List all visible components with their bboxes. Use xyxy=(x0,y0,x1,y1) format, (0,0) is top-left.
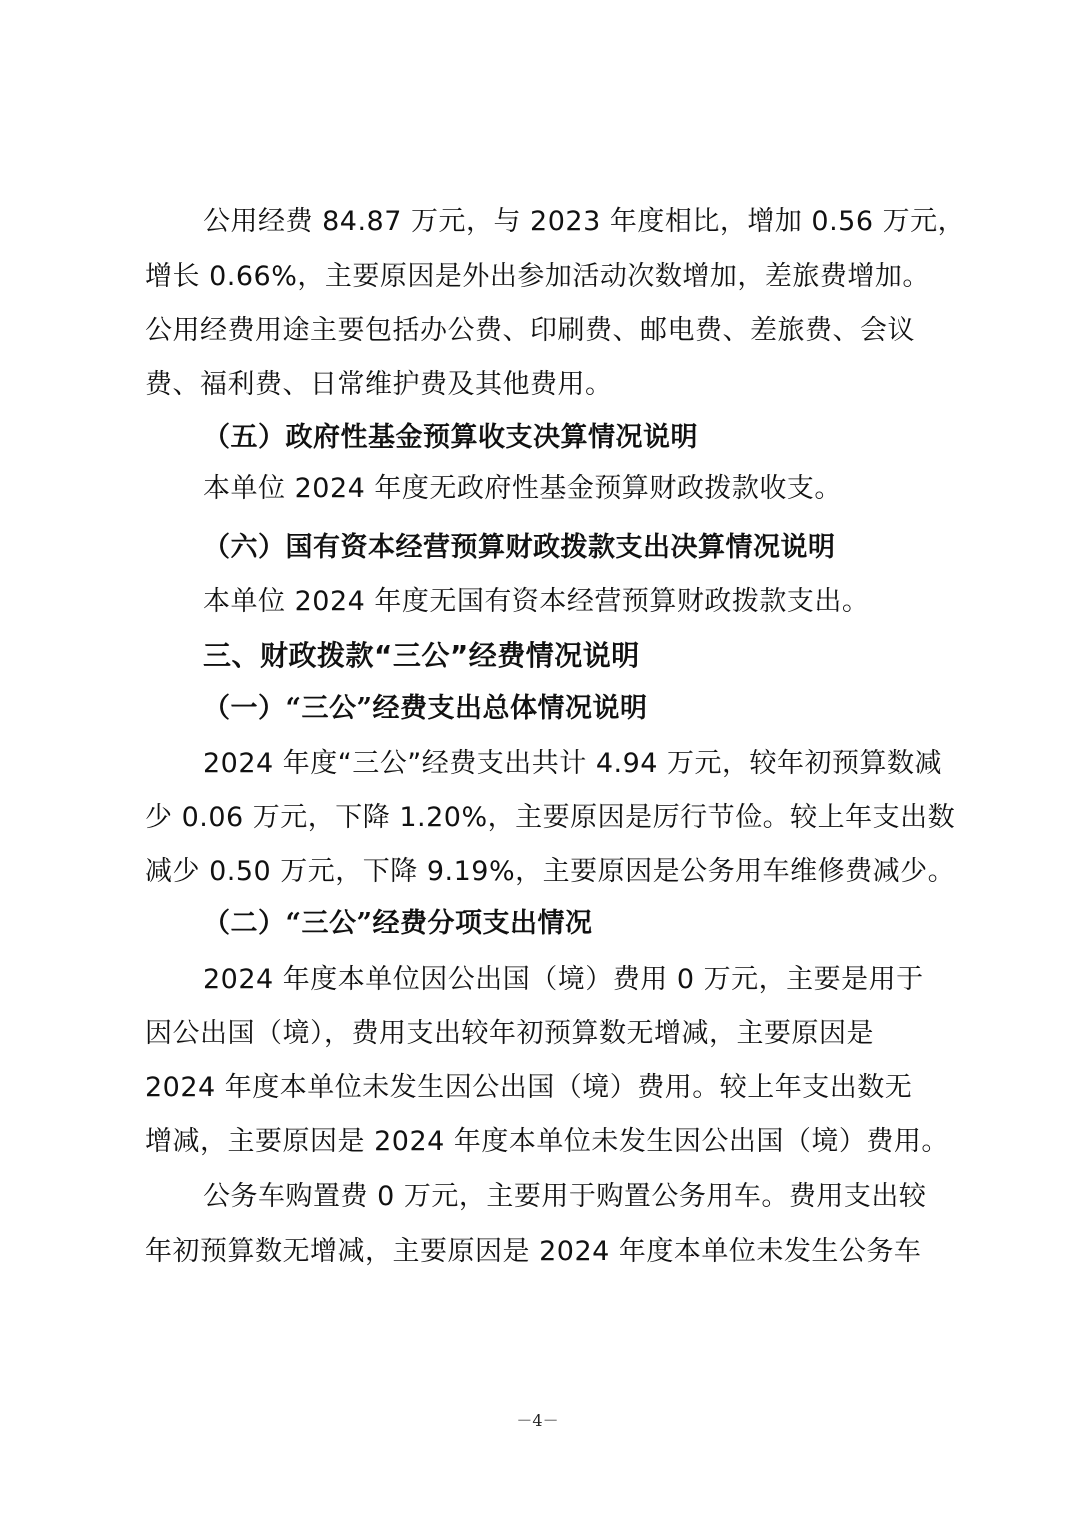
paragraph-line: 费、福利费、日常维护费及其他费用。 xyxy=(145,369,613,400)
paragraph-line: 减少 0.50 万元，下降 9.19%，主要原因是公务用车维修费减少。 xyxy=(145,856,956,887)
paragraph-line: 年初预算数无增减，主要原因是 2024 年度本单位未发生公务车 xyxy=(145,1236,922,1267)
subsection-heading: （二）“三公”经费分项支出情况 xyxy=(203,908,593,939)
paragraph-line: 增长 0.66%，主要原因是外出参加活动次数增加，差旅费增加。 xyxy=(145,261,930,292)
section-heading: 三、财政拨款“三公”经费情况说明 xyxy=(203,639,640,672)
subsection-heading: （五）政府性基金预算收支决算情况说明 xyxy=(203,422,698,453)
paragraph-line: 公用经费 84.87 万元，与 2023 年度相比，增加 0.56 万元， xyxy=(203,206,966,237)
paragraph-line: 本单位 2024 年度无政府性基金预算财政拨款收支。 xyxy=(203,473,842,504)
subsection-heading: （六）国有资本经营预算财政拨款支出决算情况说明 xyxy=(203,532,836,563)
paragraph-line: 2024 年度本单位未发生因公出国（境）费用。较上年支出数无 xyxy=(145,1072,913,1103)
paragraph-line: 公用经费用途主要包括办公费、印刷费、邮电费、差旅费、会议 xyxy=(145,315,915,346)
paragraph-line: 少 0.06 万元，下降 1.20%，主要原因是厉行节俭。较上年支出数 xyxy=(145,802,956,833)
paragraph-line: 本单位 2024 年度无国有资本经营预算财政拨款支出。 xyxy=(203,586,870,617)
subsection-heading: （一）“三公”经费支出总体情况说明 xyxy=(203,693,648,724)
paragraph-line: 增减，主要原因是 2024 年度本单位未发生因公出国（境）费用。 xyxy=(145,1126,949,1157)
page-number: －4－ xyxy=(516,1411,559,1430)
paragraph-line: 2024 年度“三公”经费支出共计 4.94 万元，较年初预算数减 xyxy=(203,748,943,779)
paragraph-line: 因公出国（境），费用支出较年初预算数无增减，主要原因是 xyxy=(145,1018,874,1049)
paragraph-line: 公务车购置费 0 万元，主要用于购置公务用车。费用支出较 xyxy=(203,1181,927,1212)
paragraph-line: 2024 年度本单位因公出国（境）费用 0 万元，主要是用于 xyxy=(203,964,924,995)
